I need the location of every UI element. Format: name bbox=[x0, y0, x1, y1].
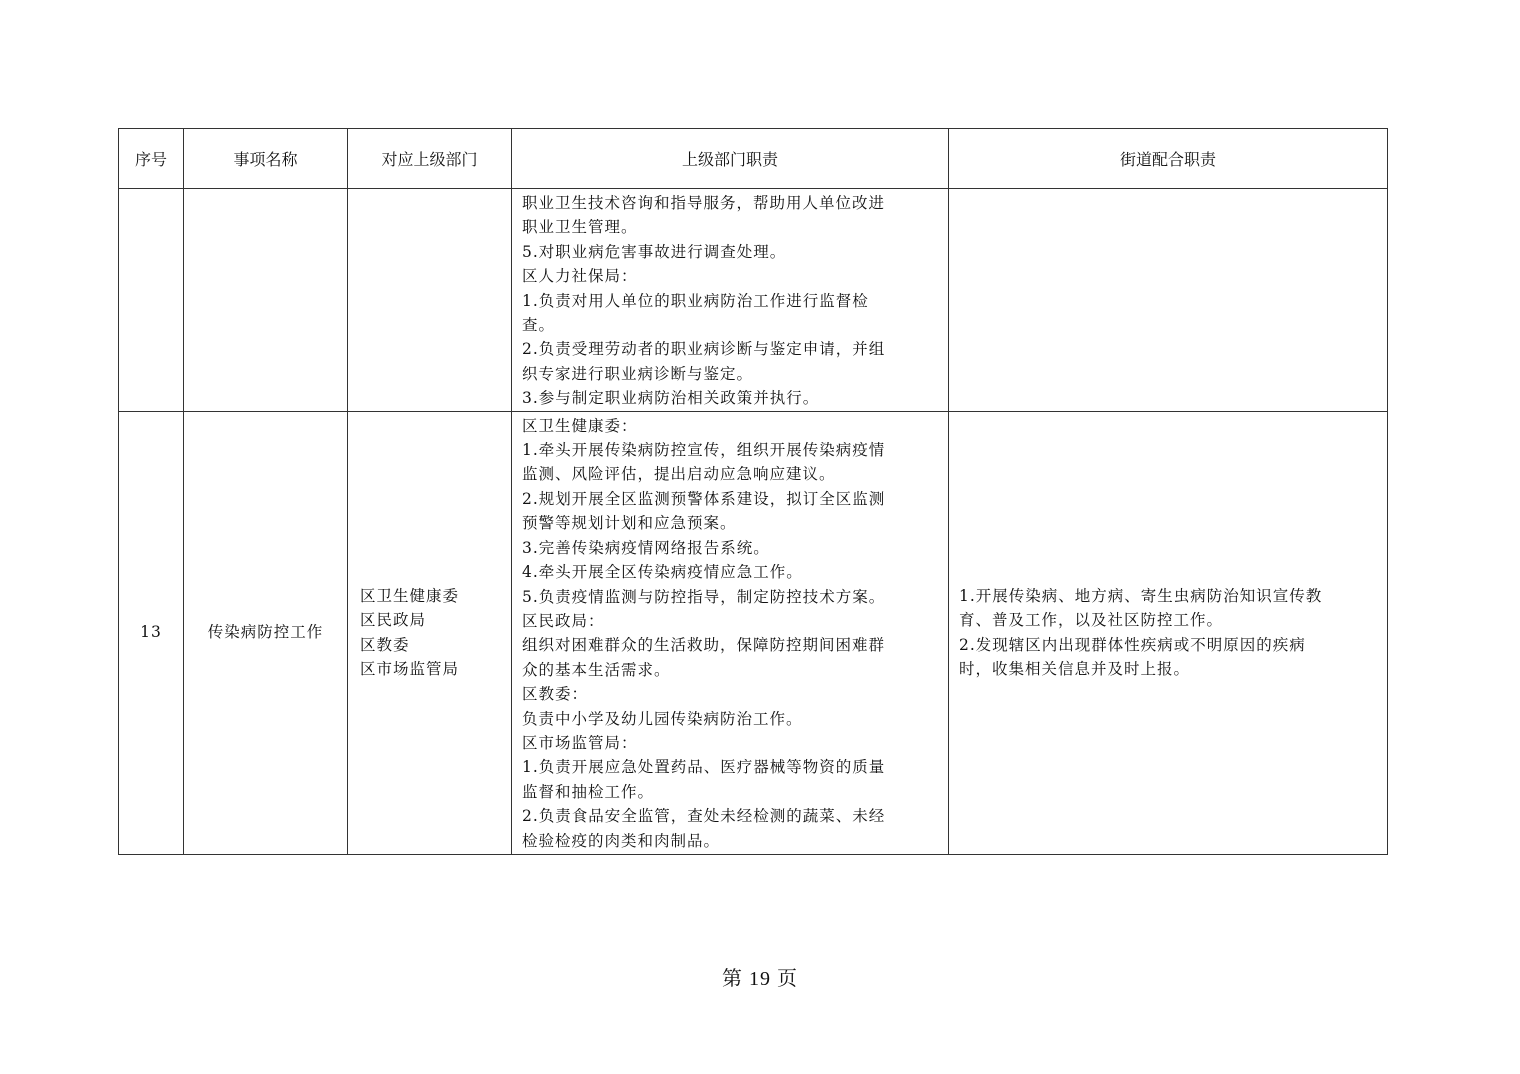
cell-item bbox=[184, 189, 348, 412]
duty-table bbox=[118, 128, 1388, 855]
cell-dept bbox=[348, 189, 512, 412]
cell-dept bbox=[348, 411, 512, 854]
cell-seq bbox=[119, 411, 184, 854]
header-street-duty: 街道配合职责 bbox=[949, 129, 1388, 189]
header-item-name: 事项名称 bbox=[184, 129, 348, 189]
cell-upper-duty bbox=[512, 189, 949, 412]
header-seq: 序号 bbox=[119, 129, 184, 189]
cell-seq bbox=[119, 189, 184, 412]
cell-street-duty bbox=[949, 189, 1388, 412]
upper-duty-text: 职业卫生技术咨询和指导服务，帮助用人单位改进 职业卫生管理。 5.对职业病危害事故进行调查处理。 区人力社保局： 1.负责对用人单位的职业病防治工作进行监督检 查。 2.负责受理劳动者的职业病诊断与鉴定申请，并组 织专家进行职业病诊断与鉴定。 3.参与制定职业病防治相关政策并执行。 bbox=[522, 194, 886, 408]
cell-upper-duty bbox=[512, 411, 949, 854]
seq-text: 13 bbox=[140, 623, 162, 642]
street-duty-text: 1.开展传染病、地方病、寄生虫病防治知识宣传教 育、普及工作，以及社区防控工作。 2.发现辖区内出现群体性疾病或不明原因的疾病 时，收集相关信息并及时上报。 bbox=[959, 586, 1323, 679]
upper-duty-text: 区卫生健康委： 1.牵头开展传染病防控宣传，组织开展传染病疫情 监测、风险评估，提出启动应急响应建议。 2.规划开展全区监测预警体系建设，拟订全区监测 预警等规划计划和应急预案。 3.完善传染病疫情网络报告系统。 4.牵头开展全区传染病疫情应急工作。 5.负责疫情监测与防控指导，制定防控技术方案。 区民政局： 组织对困难群众的生活救助，保障防控期间困难群 众的基本生活需求。 区教委： 负责中小学及幼儿园传染病防治工作。 区市场监管局： 1.负责开展应急处置药品、医疗器械等物资的质量 监督和抽检工作。 2.负责食品安全监管，查处未经检测的蔬菜、未经 检验检疫的肉类和肉制品。 bbox=[522, 416, 886, 850]
table-header-row bbox=[119, 129, 1388, 189]
table-row bbox=[119, 189, 1388, 412]
header-upper-dept: 对应上级部门 bbox=[348, 129, 512, 189]
header-upper-duty: 上级部门职责 bbox=[512, 129, 949, 189]
dept-text: 区卫生健康委 区民政局 区教委 区市场监管局 bbox=[360, 586, 460, 679]
cell-street-duty bbox=[949, 411, 1388, 854]
cell-item bbox=[184, 411, 348, 854]
item-text: 传染病防控工作 bbox=[207, 623, 324, 642]
table-row bbox=[119, 411, 1388, 854]
page-number: 第 19 页 bbox=[722, 968, 798, 990]
